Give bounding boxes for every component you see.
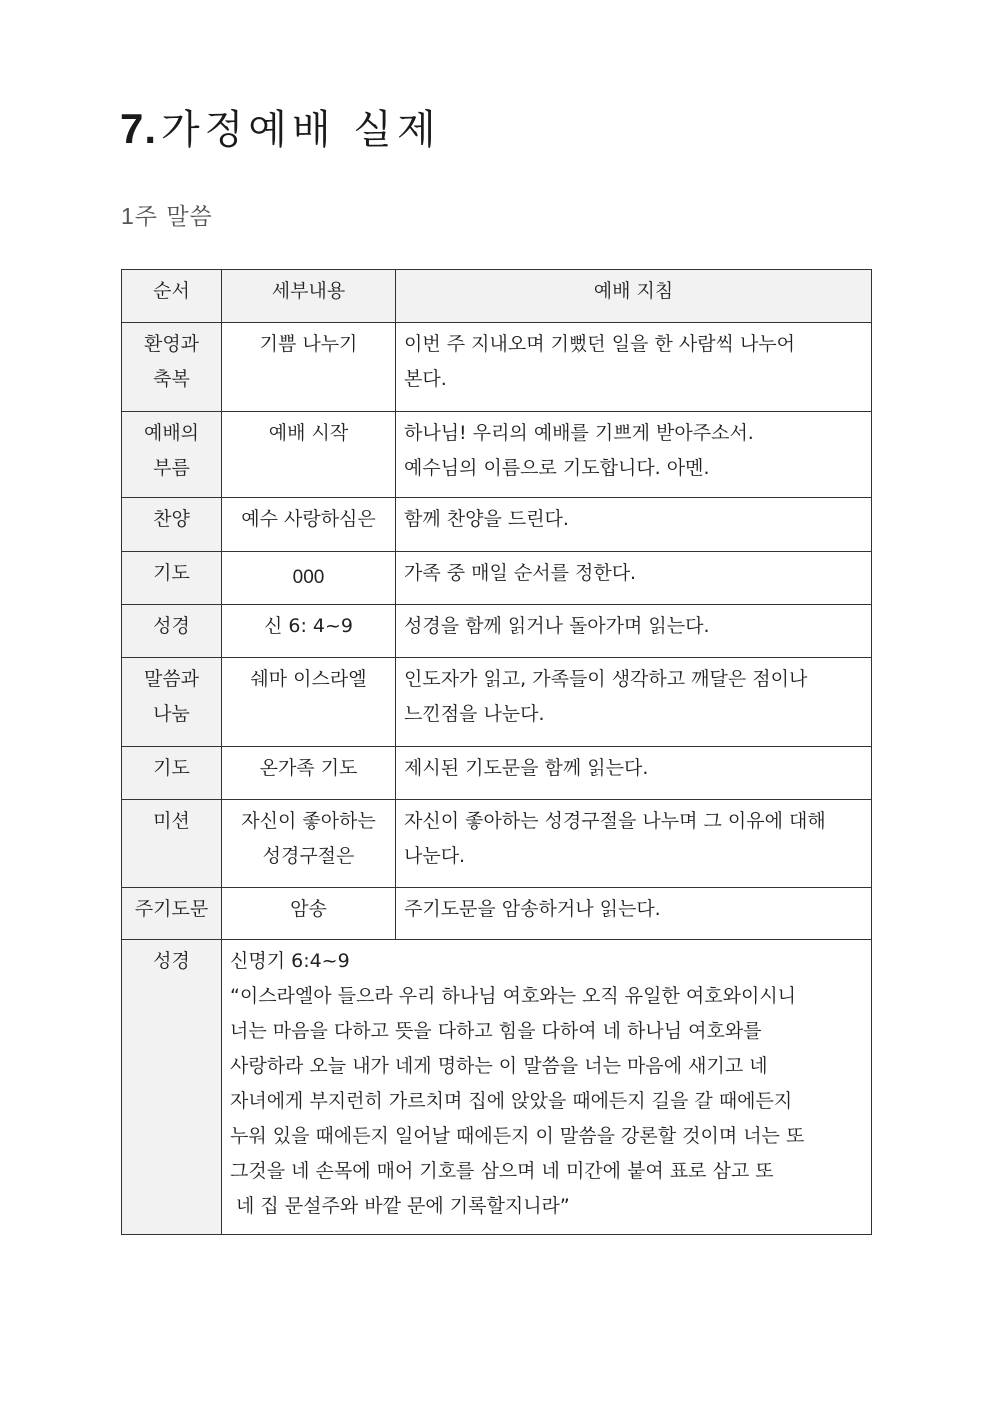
order-cell: 주기도문 (122, 888, 222, 940)
week-number: 1 (121, 203, 135, 229)
page-title (120, 105, 441, 153)
table-header-row (122, 270, 872, 323)
order-cell: 기도 (122, 747, 222, 800)
scripture-line: 너는 마음을 다하고 뜻을 다하고 힘을 다하여 네 하나님 여호와를 (230, 1020, 762, 1042)
table-row (122, 888, 872, 940)
scripture-reference: 신명기 6:4~9 (230, 950, 350, 972)
scripture-line: 사랑하라 오늘 내가 네게 명하는 이 말씀을 너는 마음에 새기고 네 (230, 1055, 768, 1077)
detail-cell: 예수 사랑하심은 (222, 498, 396, 552)
header-guideline: 예배 지침 (396, 270, 872, 323)
guideline-cell: 성경을 함께 읽거나 돌아가며 읽는다. (396, 605, 872, 658)
order-cell: 환영과 축복 (122, 323, 222, 412)
table-row (122, 552, 872, 605)
guideline-cell: 자신이 좋아하는 성경구절을 나누며 그 이유에 대해 나눈다. (396, 800, 872, 888)
table-row (122, 747, 872, 800)
guideline-cell: 함께 찬양을 드린다. (396, 498, 872, 552)
week-subtitle (121, 198, 213, 231)
guideline-cell: 이번 주 지내오며 기뻤던 일을 한 사람씩 나누어 본다. (396, 323, 872, 412)
scripture-row (122, 940, 872, 1235)
table-row (122, 498, 872, 552)
detail-cell: 암송 (222, 888, 396, 940)
detail-cell: 온가족 기도 (222, 747, 396, 800)
scripture-line: 네 집 문설주와 바깥 문에 기록할지니라” (230, 1195, 570, 1217)
scripture-line: 누워 있을 때에든지 일어날 때에든지 이 말씀을 강론할 것이며 너는 또 (230, 1125, 805, 1147)
order-cell: 성경 (122, 940, 222, 1235)
header-order: 순서 (122, 270, 222, 323)
guideline-cell: 주기도문을 암송하거나 읽는다. (396, 888, 872, 940)
order-cell: 기도 (122, 552, 222, 605)
scripture-line: 그것을 네 손목에 매어 기호를 삼으며 네 미간에 붙여 표로 삼고 또 (230, 1160, 774, 1182)
detail-cell: 예배 시작 (222, 412, 396, 498)
section-number: 7. (120, 105, 158, 152)
detail-cell: 기쁨 나누기 (222, 323, 396, 412)
detail-cell: 신 6: 4~9 (222, 605, 396, 658)
scripture-line: 자녀에게 부지런히 가르치며 집에 앉았을 때에든지 길을 갈 때에든지 (230, 1090, 793, 1112)
guideline-cell: 하나님! 우리의 예배를 기쁘게 받아주소서. 예수님의 이름으로 기도합니다. 아멘. (396, 412, 872, 498)
detail-cell: 쉐마 이스라엘 (222, 658, 396, 747)
guideline-cell: 가족 중 매일 순서를 정한다. (396, 552, 872, 605)
order-cell: 성경 (122, 605, 222, 658)
detail-cell: 자신이 좋아하는 성경구절은 (222, 800, 396, 888)
scripture-passage (222, 940, 872, 1235)
order-cell: 미션 (122, 800, 222, 888)
worship-guide-table (121, 269, 872, 1235)
table-row (122, 412, 872, 498)
detail-cell: 000 (222, 552, 396, 605)
table-row (122, 323, 872, 412)
order-cell: 예배의 부름 (122, 412, 222, 498)
order-cell: 찬양 (122, 498, 222, 552)
header-detail: 세부내용 (222, 270, 396, 323)
guideline-cell: 인도자가 읽고, 가족들이 생각하고 깨달은 점이나 느낀점을 나눈다. (396, 658, 872, 747)
table-row (122, 800, 872, 888)
order-cell: 말씀과 나눔 (122, 658, 222, 747)
scripture-line: “이스라엘아 들으라 우리 하나님 여호와는 오직 유일한 여호와이시니 (230, 985, 797, 1007)
section-title: 가정예배 실제 (161, 107, 441, 153)
guideline-cell: 제시된 기도문을 함께 읽는다. (396, 747, 872, 800)
week-label: 주 말씀 (134, 204, 213, 230)
table-row (122, 658, 872, 747)
table-row (122, 605, 872, 658)
